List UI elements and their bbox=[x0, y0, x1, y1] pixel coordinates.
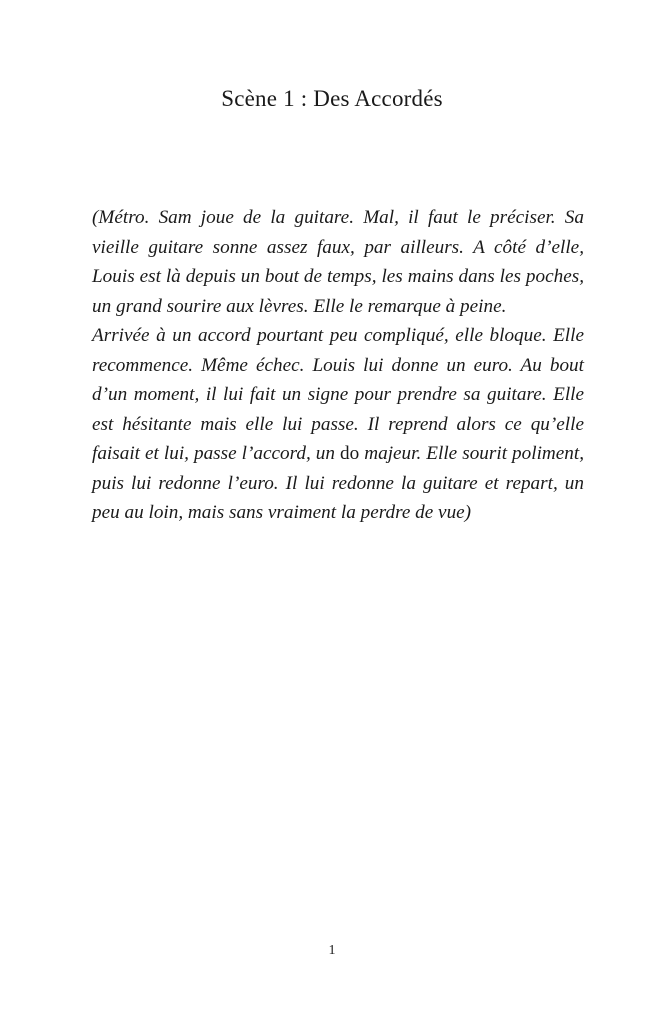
stage-directions-paragraph bbox=[92, 321, 584, 528]
stage-directions bbox=[92, 203, 584, 528]
paragraph-text: Arrivée à un accord pourtant peu compliqué, elle bloque. Elle recommence. Même échec. Louis lui donne un euro. Au bout d’un moment, il lui fait un signe pour prendre sa guitare. Elle est hésitante mais elle lui passe. Il reprend alors ce qu’elle faisait et lui, passe l’accord, un bbox=[92, 325, 584, 464]
paragraph-text: majeur. Elle sourit poliment, puis lui redonne l’euro. Il lui redonne la guitare et repart, un peu au loin, mais sans vraiment la perdre de vue) bbox=[92, 443, 584, 523]
musical-note-name: do bbox=[340, 443, 360, 464]
page-number: 1 bbox=[328, 943, 336, 958]
scene-title: Scène 1 : Des Accordés bbox=[221, 86, 443, 111]
stage-directions-paragraph: (Métro. Sam joue de la guitare. Mal, il faut le préciser. Sa vieille guitare sonne assez faux, par ailleurs. A côté d’elle, Louis est là depuis un bout de temps, les mains dans les poches, un grand sourire aux lèvres. Elle le remarque à peine. bbox=[92, 207, 584, 317]
